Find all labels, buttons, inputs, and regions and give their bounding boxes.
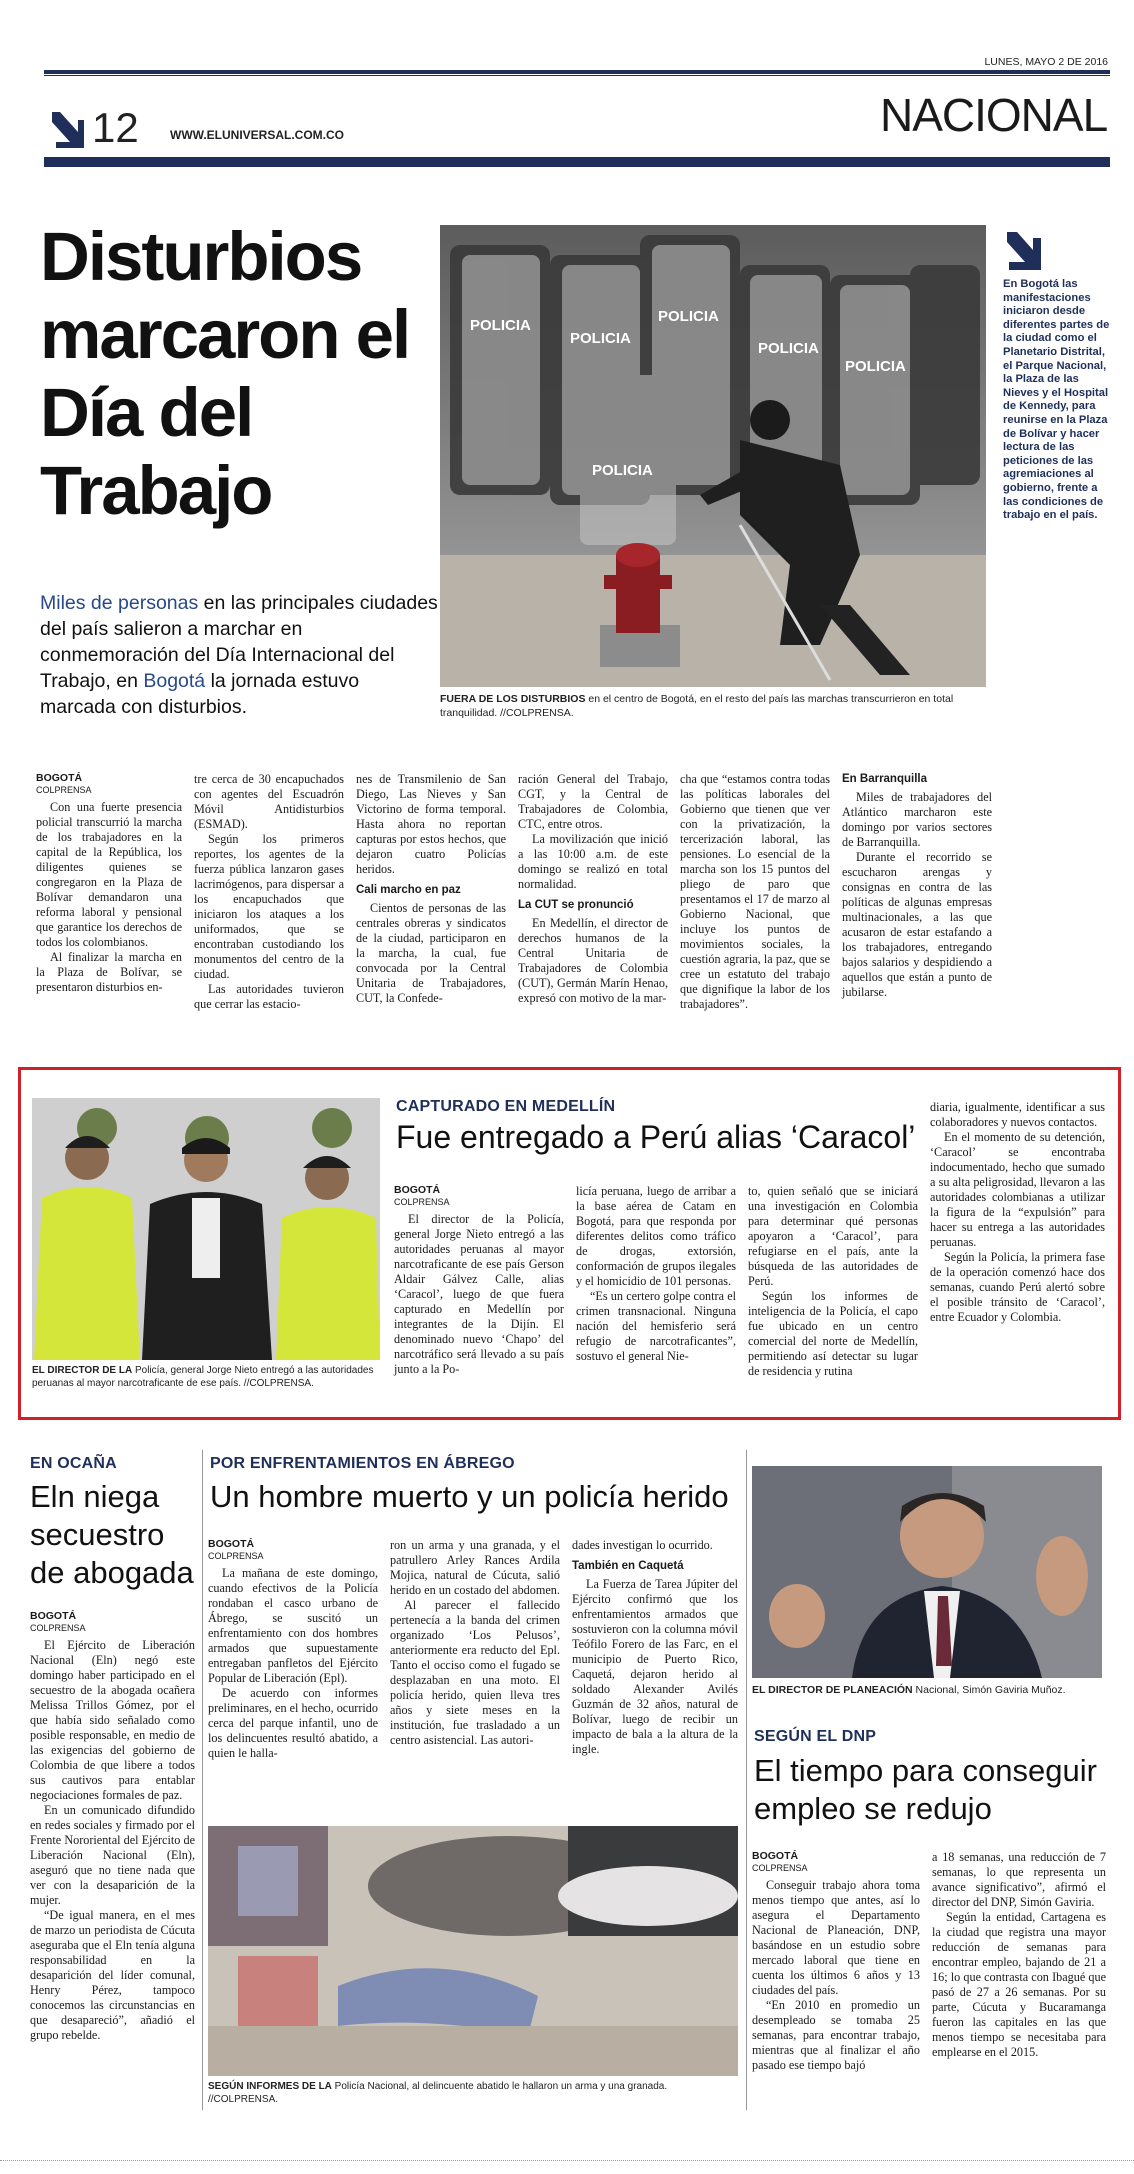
ocana-byline-city: BOGOTÁ [30, 1610, 77, 1622]
caracol-photo [32, 1098, 380, 1360]
dnp-kicker: SEGÚN EL DNP [754, 1728, 877, 1745]
dnp-headline: El tiempo para conseguir empleo se redujo [754, 1753, 1097, 1826]
dnp-col-2 [932, 1850, 1106, 2060]
abrego-kicker: POR ENFRENTAMIENTOS EN ÁBREGO [210, 1455, 515, 1472]
masthead-rule-bottom [44, 157, 1110, 167]
dnp-col-1 [752, 1850, 920, 2073]
main-paragraph: La movilización que inició a las 10:00 a.m. de este domingo se realizó en total normalidad. [518, 832, 668, 891]
abrego-paragraph: La mañana de este domingo, cuando efectivos de la Policía rondaban el casco urbano de Ábrego, se suscitó un enfrentamiento con dos hombres armados que supuestamente entregaban panfletos del Ejército Popular de Liberación (Epl). [208, 1566, 378, 1685]
abrego-photo-caption-text: Policía Nacional, al delincuente abatido le hallaron un arma y una granada. //COLPRENSA. [208, 2081, 668, 2105]
dnp-paragraph: Conseguir trabajo ahora toma menos tiempo que antes, así lo asegura el Departamento Nacional de Planeación, DNP, basándose en un estudio sobre mercado laboral que tiene en cuenta los últimos 6 años y 13 ciudades del país. [752, 1878, 920, 1997]
svg-text:POLICIA: POLICIA [845, 358, 906, 375]
arrow-down-right-icon [46, 108, 86, 152]
sidebar-note: En Bogotá las manifestaciones iniciaron desde diferentes partes de la ciudad como el Planetario Distrital, el Parque Nacional, la Plaza de las Nieves y el Hospital de Kennedy, para reunirse en la Plaza de Bolívar y hacer lectura de las peticiones de las agremiaciones al gobierno, frente a las condiciones de trabajo en el país. [1003, 278, 1110, 522]
caracol-paragraph: El director de la Policía, general Jorge Nieto entregó a las autoridades peruanas al mayor narcotraficante de ese país Gerson Aldair Gálvez Calle, alias ‘Caracol’, luego de que fuera capturado en Medellín por integrantes de la Dijín. El denominado nuevo ‘Chapo’ del narcotráfico será llevado a su país junto a la Po- [394, 1212, 564, 1376]
subhead-caqueta: También en Caquetá [572, 1560, 684, 1572]
main-col-1 [36, 772, 182, 995]
main-paragraph: Miles de trabajadores del Atlántico marcharon este domingo por varios sectores de Barranquilla. [842, 790, 992, 849]
abrego-paragraph: ron un arma y una granada, y el patrullero Arley Rances Ardila Mojica, natural de Cúcuta, salió herido en un costado del abdomen. [390, 1538, 560, 1597]
main-paragraph: Con una fuerte presencia policial transcurrió la marcha de los trabajadores en la capital de la República, los diligentes quienes se congregaron en la Plaza de Bolívar demandaron una reforma laboral y pensional que garantice los derechos de todos los colombianos. [36, 800, 182, 949]
caracol-col-2 [576, 1184, 736, 1364]
main-photo-caption-text: en el centro de Bogotá, en el resto del país las marchas transcurrieron en total tranquilidad. //COLPRENSA. [440, 693, 954, 719]
subhead-barranquilla: En Barranquilla [842, 773, 927, 785]
abrego-photo-caption [208, 2080, 738, 2106]
main-photo [440, 225, 986, 687]
svg-text:POLICIA: POLICIA [592, 462, 653, 479]
ocana-paragraph: En un comunicado difundido en redes sociales y firmado por el Frente Nororiental del Ejército de Liberación Nacional (Eln), aseguró que no tiene nada que ver con la desaparición de la mujer. [30, 1803, 195, 1907]
main-byline-agency: COLPRENSA [36, 785, 92, 795]
dnp-photo-caption-bold: EL DIRECTOR DE PLANEACIÓN [752, 1684, 913, 1696]
caracol-paragraph: Según los informes de inteligencia de la Policía, el capo fue ubicado en un centro comercial del norte de Medellín, permitiendo así detectar su lugar de residencia y rutina [748, 1289, 918, 1378]
abrego-photo-caption-bold: SEGÚN INFORMES DE LA [208, 2081, 332, 2092]
ocana-headline: Eln niega secuestro de abogada [30, 1479, 194, 1590]
abrego-paragraph: La Fuerza de Tarea Júpiter del Ejército confirmó que los enfrentamientos armados que sostuvieron con la columna móvil Teófilo Forero de las Farc, en el municipio de Puerto Rico, Caquetá, dejaron herido al soldado Alexander Avilés Guzmán de 32 años, natural de Bolívar, luego de recibir un impacto de bala a la altura de la ingle. [572, 1577, 738, 1756]
ocana-paragraph: “De igual manera, en el mes de marzo un periodista de Cúcuta aseguraba que el Eln tenía alguna responsabilidad en la desaparición del líder comunal, Henry Pérez, tampoco conocemos las circunstancias en que desapareció”, añadió el grupo rebelde. [30, 1908, 195, 2042]
main-paragraph: cha que “estamos contra todas las políticas laborales del Gobierno que tienen que ver con la privatización, la tercerización laboral, las pensiones. Lo esencial de la marcha son los 15 puntos del pliego de paro que presentamos el 17 de marzo al Gobierno Nacional, que incluye los puntos de movimientos sociales, la cuestión agraria, la paz, que se cree un estatuto del trabajo que dignifique la labor de los trabajadores”. [680, 772, 830, 1011]
masthead-date: LUNES, MAYO 2 DE 2016 [984, 56, 1108, 68]
lead-highlight-2: Bogotá [143, 670, 206, 692]
main-col-6 [842, 772, 992, 1000]
caracol-paragraph: En el momento de su detención, ‘Caracol’ se encontraba indocumentado, hecho que sumado a su alta peligrosidad, llevaron a las autoridades colombianas a utilizar la figura de la “expulsión” para hacer su entrega a las autoridades peruanas. [930, 1130, 1105, 1249]
main-paragraph: Cientos de personas de las centrales obreras y sindicatos de la ciudad, participaron en la marcha, la cual, fue convocada por la Central Unitaria de Trabajadores, CUT, la Confede- [356, 901, 506, 1005]
website-link[interactable]: WWW.ELUNIVERSAL.COM.CO [170, 128, 344, 142]
dnp-photo [752, 1466, 1102, 1678]
masthead-rule-top [44, 70, 1110, 74]
caracol-photo-caption-text: Policía, general Jorge Nieto entregó a las autoridades peruanas al mayor narcotraficante de ese país. //COLPRENSA. [32, 1365, 374, 1389]
main-paragraph: En Medellín, el director de derechos humanos de la Central Unitaria de Trabajadores de Colombia (CUT), Germán Marín Henao, expresó con motivo de la mar- [518, 916, 668, 1005]
section-title: NACIONAL [880, 89, 1108, 141]
main-col-5 [680, 772, 830, 1012]
ocana-paragraph: El Ejército de Liberación Nacional (Eln) negó este domingo haber participado en el secuestro de la abogada ocañera Melissa Trillos Gómez, por el que había sido señalado como posible responsable, en medio de las exigencias del gobierno de Colombia de que libere a todos sus cautivos para entablar negociaciones formales de paz. [30, 1638, 195, 1802]
caracol-paragraph: diaria, igualmente, identificar a sus colaboradores y nuevos contactos. [930, 1100, 1105, 1129]
ocana-byline-agency: COLPRENSA [30, 1623, 86, 1633]
abrego-paragraph: De acuerdo con informes preliminares, en el hecho, ocurrido cerca del parque infantil, uno de los delincuentes resultó abatido, a quien le halla- [208, 1686, 378, 1760]
abrego-col-2 [390, 1538, 560, 1748]
caracol-paragraph: Según la Policía, la primera fase de la operación comenzó hace dos semanas, cuando Perú alertó sobre el posible tránsito de ‘Caracol’, entre Ecuador y Colombia. [930, 1250, 1105, 1324]
dnp-paragraph: Según la entidad, Cartagena es la ciudad que registra una mayor reducción de semanas para encontrar empleo, bajando de 21 a 16; lo que contrasta con Ibagué que pasó de 27 a 26 semanas. Por su parte, Cúcuta y Bucaramanga fueron las capitales en las que menos tiempo se necesitaba para emplearse en el 2015. [932, 1910, 1106, 2059]
main-paragraph: ración General del Trabajo, CGT, y la Central de Trabajadores de Colombia, CTC, entre otros. [518, 772, 668, 831]
dnp-byline-city: BOGOTÁ [752, 1850, 799, 1862]
svg-text:POLICIA: POLICIA [658, 308, 719, 325]
lead-text-2: la jornada estuvo marcada con disturbios. [40, 670, 360, 718]
caracol-paragraph: “Es un certero golpe contra el crimen transnacional. Ninguna nación del hemisferio será refugio de narcotraficantes”, sostuvo el general Nie- [576, 1289, 736, 1363]
main-headline: Disturbios marcaron el Día del Trabajo [40, 218, 410, 529]
main-paragraph: nes de Transmilenio de San Diego, Las Nieves y San Victorino de forma temporal. Hasta ahora no reportan capturas por estos hechos, que dejaron cuatro Policías heridos. [356, 772, 506, 876]
lead-highlight: Miles de personas [40, 592, 199, 614]
main-lead [40, 590, 440, 720]
caracol-paragraph: licía peruana, luego de arribar a la base aérea de Catam en Bogotá, para que responda por diferentes delitos como tráfico de drogas, extorsión, conformación de grupos ilegales y el homicidio de 101 personas. [576, 1184, 736, 1288]
caracol-kicker: CAPTURADO EN MEDELLÍN [396, 1098, 616, 1115]
caracol-paragraph: to, quien señaló que se iniciará una investigación en Colombia para determinar qué personas apoyaron a ‘Caracol’, para refugiarse en el país, ante la búsqueda de las autoridades de Perú. [748, 1184, 918, 1288]
main-paragraph: Al finalizar la marcha en la Plaza de Bolívar, se presentaron disturbios en- [36, 950, 182, 994]
main-col-2 [194, 772, 344, 1012]
main-byline-city: BOGOTÁ [36, 772, 83, 784]
main-col-3 [356, 772, 506, 1006]
dnp-photo-caption [752, 1683, 1102, 1697]
main-paragraph: Las autoridades tuvieron que cerrar las estacio- [194, 982, 344, 1011]
caracol-byline-city: BOGOTÁ [394, 1184, 441, 1196]
abrego-paragraph: dades investigan lo ocurrido. [572, 1538, 713, 1552]
masthead-rule-top-thin [44, 75, 1110, 76]
abrego-col-3 [572, 1538, 738, 1757]
abrego-headline: Un hombre muerto y un policía herido [210, 1479, 729, 1514]
caracol-photo-caption [32, 1364, 382, 1390]
main-paragraph: tre cerca de 30 encapuchados con agentes del Escuadrón Móvil Antidisturbios (ESMAD). [194, 772, 344, 831]
abrego-photo [208, 1826, 738, 2076]
svg-text:POLICIA: POLICIA [570, 330, 631, 347]
caracol-headline: Fue entregado a Perú alias ‘Caracol’ [396, 1119, 916, 1155]
caracol-col-3 [748, 1184, 918, 1379]
ocana-kicker: EN OCAÑA [30, 1455, 117, 1472]
subhead-cali: Cali marcho en paz [356, 884, 461, 896]
bottom-rule [0, 2160, 1134, 2161]
abrego-byline-agency: COLPRENSA [208, 1551, 264, 1561]
dnp-photo-caption-text: Nacional, Simón Gaviria Muñoz. [912, 1684, 1066, 1696]
caracol-col-1 [394, 1184, 564, 1377]
main-photo-caption-bold: FUERA DE LOS DISTURBIOS [440, 693, 586, 705]
caracol-byline-agency: COLPRENSA [394, 1197, 450, 1207]
caracol-col-4 [930, 1100, 1105, 1325]
abrego-paragraph: Al parecer el fallecido pertenecía a la banda del crimen organizado ‘Los Pelusos’, anteriormente era reducto del Epl. Tanto el occiso como el fugado se desplazaban en una moto. El policía herido, quien lleva tres años y siete meses en la institución, fue trasladado a un centro asistencial. Las autori- [390, 1598, 560, 1747]
column-divider [746, 1450, 747, 2110]
caracol-photo-caption-bold: EL DIRECTOR DE LA [32, 1365, 133, 1376]
main-paragraph: Durante el recorrido se escucharon arengas y consignas en contra de las políticas de algunas empresas multinacionales, a las que acusaron de estar estafando a los trabajadores, entregando bajos salarios y despidiendo a aquellos que están a punto de jubilarse. [842, 850, 992, 999]
page-number: 12 [92, 104, 139, 151]
ocana-body [30, 1610, 195, 2043]
main-photo-caption [440, 692, 986, 720]
svg-text:POLICIA: POLICIA [470, 317, 531, 334]
lead-text-1: en las principales ciudades del país salieron a marchar en conmemoración del Día Internacional del Trabajo, en [40, 592, 438, 692]
sidebar-arrow-down-right-icon [1003, 230, 1043, 272]
svg-text:POLICIA: POLICIA [758, 340, 819, 357]
abrego-col-1 [208, 1538, 378, 1761]
main-paragraph: Según los primeros reportes, los agentes de la fuerza pública lanzaron gases lacrimógenos, para dispersar a los encapuchados que iniciaron los ataques a los uniformados, que se encontraban custodiando los monumentos del centro de la ciudad. [194, 832, 344, 981]
dnp-byline-agency: COLPRENSA [752, 1863, 808, 1873]
dnp-paragraph: “En 2010 en promedio un desempleado se tomaba 25 semanas, para encontrar trabajo, mientras que al finalizar el año pasado ese tiempo bajó [752, 1998, 920, 2072]
abrego-byline-city: BOGOTÁ [208, 1538, 255, 1550]
main-col-4 [518, 772, 668, 1006]
column-divider [202, 1450, 203, 2110]
dnp-paragraph: a 18 semanas, una reducción de 7 semanas, lo que representa un avance significativo”, afirmó el director del DNP, Simón Gaviria. [932, 1850, 1106, 1909]
subhead-cut: La CUT se pronunció [518, 899, 634, 911]
